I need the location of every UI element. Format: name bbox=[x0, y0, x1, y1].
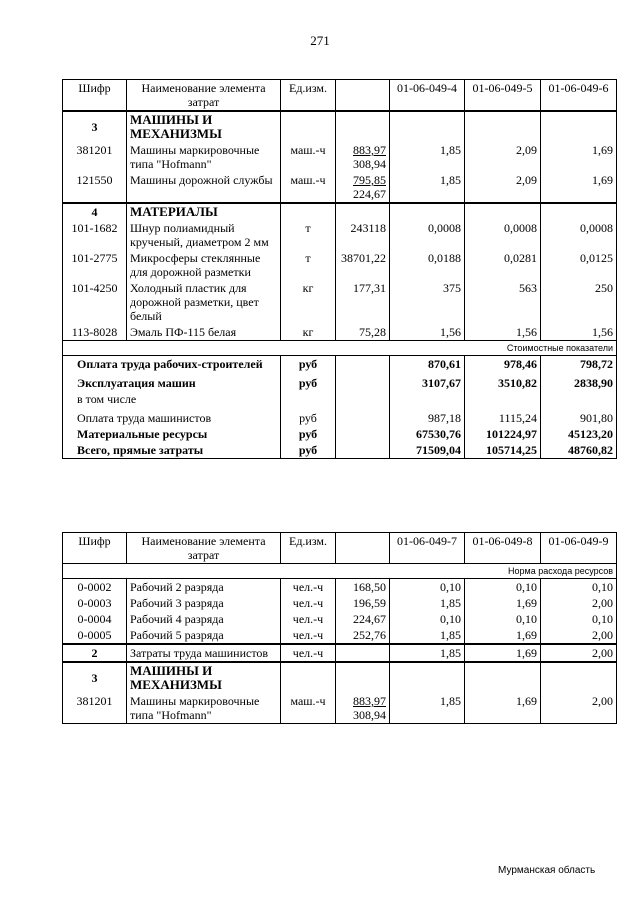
header-unit: Ед.изм. bbox=[281, 80, 336, 112]
group-name: МАШИНЫ И МЕХАНИЗМЫ bbox=[127, 111, 281, 142]
page-number: 271 bbox=[310, 33, 330, 48]
price-total: 883,97 bbox=[353, 694, 386, 708]
row-value-1: 1,56 bbox=[390, 324, 465, 341]
row-price: 168,50 bbox=[336, 579, 390, 596]
row-value-1: 0,0188 bbox=[390, 250, 465, 280]
table-row bbox=[63, 172, 617, 203]
cost-value-3: 2838,90 bbox=[541, 372, 617, 391]
group-row bbox=[63, 644, 617, 662]
row-code: 101-2775 bbox=[63, 250, 127, 280]
row-value-2: 2,09 bbox=[465, 142, 541, 172]
row-code: 101-4250 bbox=[63, 280, 127, 324]
cost-indicators-label: Стоимостные показатели bbox=[63, 341, 617, 356]
row-name: Рабочий 4 разряда bbox=[127, 611, 281, 627]
price-wages: 308,94 bbox=[353, 708, 386, 722]
group-value-3: 2,00 bbox=[541, 644, 617, 662]
norm-bar bbox=[63, 564, 617, 579]
row-price: 177,31 bbox=[336, 280, 390, 324]
footer-region: Мурманская область bbox=[498, 865, 596, 876]
header-unit: Ед.изм. bbox=[281, 533, 336, 564]
header-price bbox=[336, 80, 390, 112]
row-code: 0-0003 bbox=[63, 595, 127, 611]
header-col-2: 01-06-049-5 bbox=[465, 80, 541, 112]
row-value-3: 1,56 bbox=[541, 324, 617, 341]
row-unit: маш.-ч bbox=[281, 142, 336, 172]
cost-name: Материальные ресурсы bbox=[63, 426, 281, 442]
cost-row bbox=[63, 426, 617, 442]
row-price bbox=[336, 142, 390, 172]
row-name: Машины маркировочные типа "Hofmann" bbox=[127, 142, 281, 172]
table-row bbox=[63, 611, 617, 627]
row-price bbox=[336, 172, 390, 203]
row-value-2: 1,69 bbox=[465, 595, 541, 611]
norm-label: Норма расхода ресурсов bbox=[63, 564, 617, 579]
row-value-2: 563 bbox=[465, 280, 541, 324]
table-row bbox=[63, 142, 617, 172]
cost-row bbox=[63, 356, 617, 373]
header-col-3: 01-06-049-9 bbox=[541, 533, 617, 564]
group-row bbox=[63, 111, 617, 142]
row-value-2: 0,0008 bbox=[465, 220, 541, 250]
row-value-2: 1,56 bbox=[465, 324, 541, 341]
row-code: 381201 bbox=[63, 693, 127, 724]
row-value-1: 1,85 bbox=[390, 142, 465, 172]
row-value-1: 375 bbox=[390, 280, 465, 324]
cost-name: Всего, прямые затраты bbox=[63, 442, 281, 459]
row-price: 224,67 bbox=[336, 611, 390, 627]
row-price: 243118 bbox=[336, 220, 390, 250]
price-wages: 308,94 bbox=[353, 157, 386, 171]
row-value-1: 1,85 bbox=[390, 172, 465, 203]
header-code: Шифр bbox=[63, 533, 127, 564]
table-row bbox=[63, 220, 617, 250]
row-unit: чел.-ч bbox=[281, 627, 336, 644]
row-name: Машины маркировочные типа "Hofmann" bbox=[127, 693, 281, 724]
cost-value-2: 1115,24 bbox=[465, 407, 541, 426]
row-unit: кг bbox=[281, 280, 336, 324]
table-row bbox=[63, 579, 617, 596]
row-value-1: 1,85 bbox=[390, 595, 465, 611]
cost-value-3: 45123,20 bbox=[541, 426, 617, 442]
group-value-2: 1,69 bbox=[465, 644, 541, 662]
cost-row bbox=[63, 372, 617, 391]
row-name: Рабочий 3 разряда bbox=[127, 595, 281, 611]
row-price: 38701,22 bbox=[336, 250, 390, 280]
cost-value-3: 48760,82 bbox=[541, 442, 617, 459]
row-value-3: 0,10 bbox=[541, 579, 617, 596]
cost-value-2: 101224,97 bbox=[465, 426, 541, 442]
header-col-1: 01-06-049-7 bbox=[390, 533, 465, 564]
row-value-3: 250 bbox=[541, 280, 617, 324]
table-row bbox=[63, 280, 617, 324]
row-unit: т bbox=[281, 250, 336, 280]
cost-value-1: 71509,04 bbox=[390, 442, 465, 459]
cost-value-2: 105714,25 bbox=[465, 442, 541, 459]
row-unit: чел.-ч bbox=[281, 595, 336, 611]
cost-name: Оплата труда рабочих-строителей bbox=[63, 356, 281, 373]
row-value-1: 0,10 bbox=[390, 611, 465, 627]
header-col-3: 01-06-049-6 bbox=[541, 80, 617, 112]
header-price bbox=[336, 533, 390, 564]
table-row bbox=[63, 595, 617, 611]
header-name: Наименование элемента затрат bbox=[127, 80, 281, 112]
row-value-3: 1,69 bbox=[541, 142, 617, 172]
cost-value-1: 67530,76 bbox=[390, 426, 465, 442]
cost-value-2: 3510,82 bbox=[465, 372, 541, 391]
row-value-3: 0,0008 bbox=[541, 220, 617, 250]
cost-row bbox=[63, 407, 617, 426]
row-unit: чел.-ч bbox=[281, 611, 336, 627]
price-total: 795,85 bbox=[353, 173, 386, 187]
row-unit: маш.-ч bbox=[281, 172, 336, 203]
row-value-1: 0,10 bbox=[390, 579, 465, 596]
cost-value-2: 978,46 bbox=[465, 356, 541, 373]
row-name: Рабочий 2 разряда bbox=[127, 579, 281, 596]
row-value-2: 1,69 bbox=[465, 627, 541, 644]
row-name: Эмаль ПФ-115 белая bbox=[127, 324, 281, 341]
group-unit: чел.-ч bbox=[281, 644, 336, 662]
row-value-1: 1,85 bbox=[390, 693, 465, 724]
cost-row bbox=[63, 442, 617, 459]
row-price: 252,76 bbox=[336, 627, 390, 644]
row-code: 113-8028 bbox=[63, 324, 127, 341]
row-code: 0-0005 bbox=[63, 627, 127, 644]
row-price: 75,28 bbox=[336, 324, 390, 341]
row-value-3: 2,00 bbox=[541, 595, 617, 611]
cost-name: Эксплуатация машин bbox=[63, 372, 281, 391]
price-wages: 224,67 bbox=[353, 187, 386, 201]
group-code: 4 bbox=[63, 203, 127, 220]
cost-unit: руб bbox=[281, 426, 336, 442]
cost-name: в том числе bbox=[63, 391, 281, 407]
row-price: 196,59 bbox=[336, 595, 390, 611]
row-value-3: 0,0125 bbox=[541, 250, 617, 280]
row-value-1: 0,0008 bbox=[390, 220, 465, 250]
cost-row bbox=[63, 391, 617, 407]
group-code: 3 bbox=[63, 111, 127, 142]
cost-unit: руб bbox=[281, 356, 336, 373]
group-code: 2 bbox=[63, 644, 127, 662]
row-value-2: 0,0281 bbox=[465, 250, 541, 280]
resource-table-2 bbox=[62, 532, 617, 724]
table-row bbox=[63, 693, 617, 724]
row-code: 121550 bbox=[63, 172, 127, 203]
cost-value-1: 987,18 bbox=[390, 407, 465, 426]
row-name: Микросферы стеклянные для дорожной разметки bbox=[127, 250, 281, 280]
row-name: Шнур полиамидный крученый, диаметром 2 мм bbox=[127, 220, 281, 250]
cost-value-3: 901,80 bbox=[541, 407, 617, 426]
row-code: 0-0002 bbox=[63, 579, 127, 596]
group-value-1: 1,85 bbox=[390, 644, 465, 662]
cost-unit: руб bbox=[281, 372, 336, 391]
cost-value-3: 798,72 bbox=[541, 356, 617, 373]
table-header-row bbox=[63, 533, 617, 564]
row-unit: кг bbox=[281, 324, 336, 341]
row-unit: маш.-ч bbox=[281, 693, 336, 724]
row-unit: т bbox=[281, 220, 336, 250]
row-value-3: 2,00 bbox=[541, 627, 617, 644]
resource-table-1 bbox=[62, 79, 617, 459]
row-value-3: 2,00 bbox=[541, 693, 617, 724]
group-row bbox=[63, 662, 617, 693]
header-col-1: 01-06-049-4 bbox=[390, 80, 465, 112]
cost-indicators-bar bbox=[63, 341, 617, 356]
header-code: Шифр bbox=[63, 80, 127, 112]
table-row bbox=[63, 627, 617, 644]
row-value-3: 1,69 bbox=[541, 172, 617, 203]
row-name: Машины дорожной службы bbox=[127, 172, 281, 203]
table-header-row bbox=[63, 80, 617, 112]
row-name: Холодный пластик для дорожной разметки, цвет белый bbox=[127, 280, 281, 324]
group-name: МАШИНЫ И МЕХАНИЗМЫ bbox=[127, 662, 281, 693]
header-name: Наименование элемента затрат bbox=[127, 533, 281, 564]
row-code: 381201 bbox=[63, 142, 127, 172]
header-col-2: 01-06-049-8 bbox=[465, 533, 541, 564]
row-value-2: 0,10 bbox=[465, 611, 541, 627]
cost-name: Оплата труда машинистов bbox=[63, 407, 281, 426]
row-unit: чел.-ч bbox=[281, 579, 336, 596]
table-row bbox=[63, 324, 617, 341]
cost-unit: руб bbox=[281, 407, 336, 426]
row-value-3: 0,10 bbox=[541, 611, 617, 627]
row-name: Рабочий 5 разряда bbox=[127, 627, 281, 644]
table-row bbox=[63, 250, 617, 280]
group-name: Затраты труда машинистов bbox=[127, 644, 281, 662]
row-value-2: 2,09 bbox=[465, 172, 541, 203]
group-row bbox=[63, 203, 617, 220]
row-code: 101-1682 bbox=[63, 220, 127, 250]
row-value-2: 0,10 bbox=[465, 579, 541, 596]
cost-unit: руб bbox=[281, 442, 336, 459]
row-value-2: 1,69 bbox=[465, 693, 541, 724]
group-name: МАТЕРИАЛЫ bbox=[127, 203, 281, 220]
row-code: 0-0004 bbox=[63, 611, 127, 627]
price-total: 883,97 bbox=[353, 143, 386, 157]
group-code: 3 bbox=[63, 662, 127, 693]
row-price bbox=[336, 693, 390, 724]
row-value-1: 1,85 bbox=[390, 627, 465, 644]
cost-value-1: 870,61 bbox=[390, 356, 465, 373]
cost-value-1: 3107,67 bbox=[390, 372, 465, 391]
